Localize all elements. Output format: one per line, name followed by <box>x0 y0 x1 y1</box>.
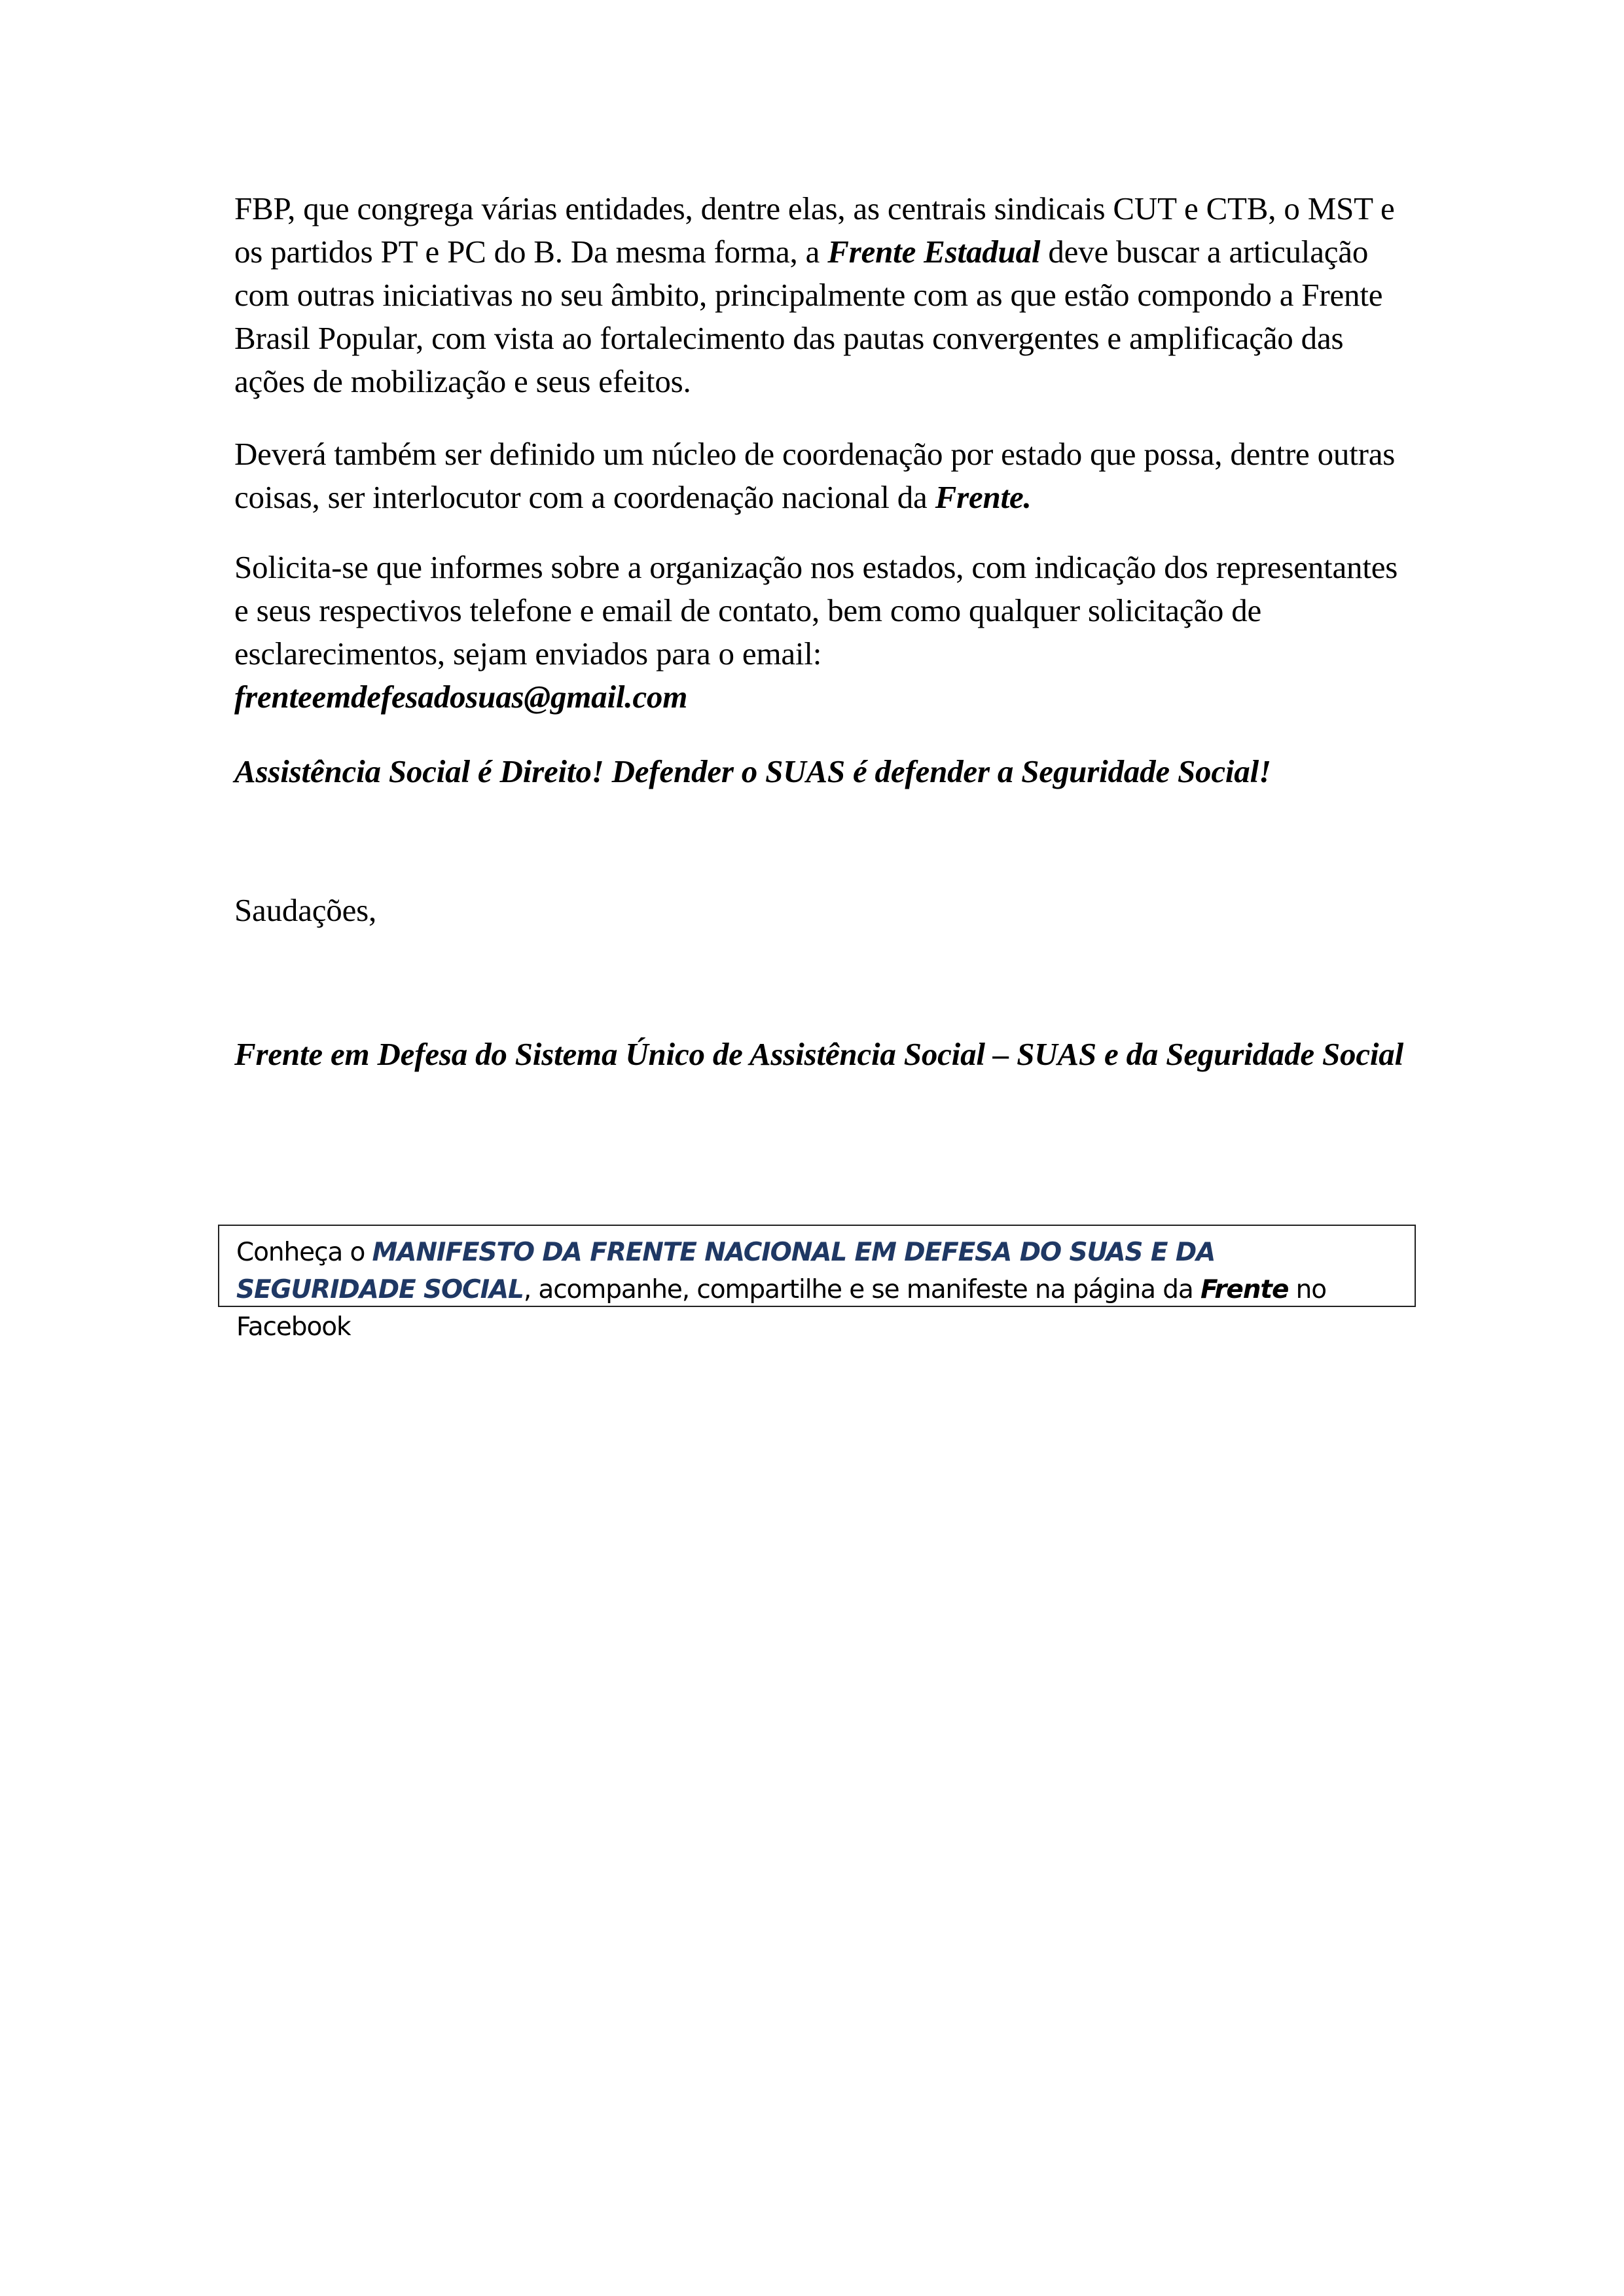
manifesto-suffix: no Facebook <box>236 1275 1327 1342</box>
paragraph-contact-request <box>234 546 1413 719</box>
paragraph-frente-estadual <box>234 187 1413 403</box>
paragraph-text: Deverá também ser definido um núcleo de coordenação por estado que possa, dentre outras coisas, ser interlocutor com a coordenação nacional da <box>234 436 1396 515</box>
paragraph-text: deve buscar a articulação com outras iniciativas no seu âmbito, principalmente com as que estão compondo a Frente Brasil Popular, com vista ao fortalecimento das pautas convergentes e amplificação das ações de mobilização e seus efeitos. <box>234 234 1383 399</box>
manifesto-middle: , acompanhe, compartilhe e se manifeste na página da <box>523 1275 1201 1304</box>
greeting: Saudações, <box>234 892 377 928</box>
paragraph-text: Solicita-se que informes sobre a organização nos estados, com indicação dos representantes e seus respectivos telefone e email de contato, bem como qualquer solicitação de esclarecimentos, sejam enviados para o email: <box>234 549 1398 672</box>
slogan: Assistência Social é Direito! Defender o SUAS é defender a Seguridade Social! <box>234 753 1271 789</box>
frente-estadual-emphasis: Frente Estadual <box>827 234 1041 270</box>
manifesto-title: MANIFESTO DA FRENTE NACIONAL EM DEFESA DO SUAS E DA SEGURIDADE SOCIAL <box>236 1238 1216 1304</box>
paragraph-coordination <box>234 433 1413 519</box>
frente-emphasis: Frente. <box>935 479 1032 515</box>
manifesto-callout-box <box>218 1225 1416 1342</box>
manifesto-prefix: Conheça o <box>236 1238 372 1267</box>
signature: Frente em Defesa do Sistema Único de Assistência Social – SUAS e da Seguridade Social <box>234 1036 1404 1072</box>
contact-email: frenteemdefesadosuas@gmail.com <box>234 679 688 715</box>
frente-emphasis: Frente <box>1200 1275 1289 1304</box>
paragraph-text: FBP, que congrega várias entidades, dentre elas, as centrais sindicais CUT e CTB, o MST e os partidos PT e PC do B. Da mesma forma, a <box>234 190 1395 270</box>
